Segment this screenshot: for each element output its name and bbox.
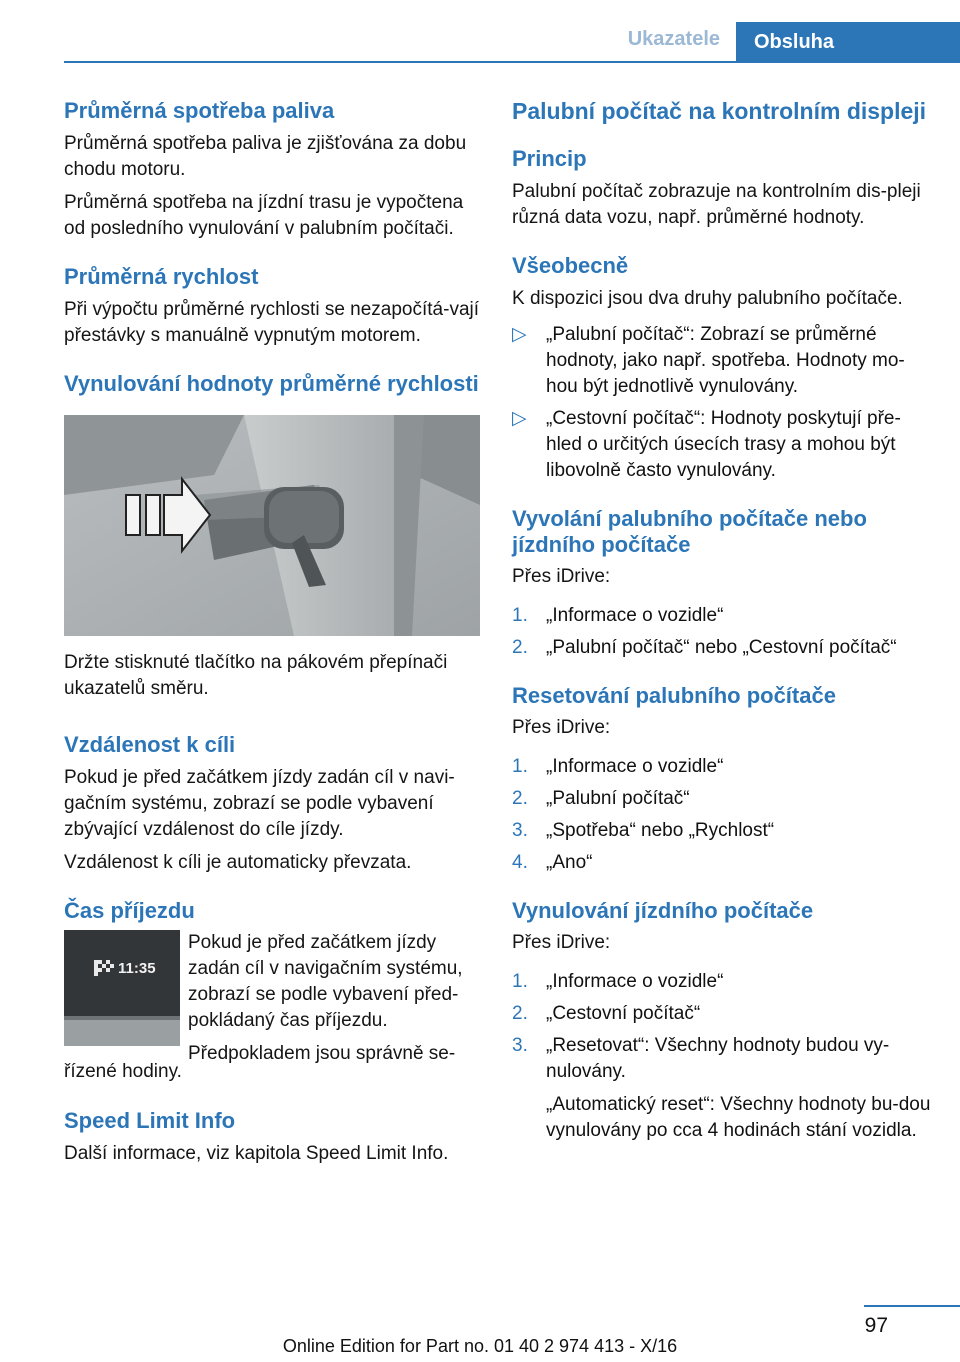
heading-call-up: Vyvolání palubního počítače nebo jízdního počítače bbox=[512, 506, 867, 557]
list-item: ▷ „Cestovní počítač“: Hodnoty poskytují pře-hled o určitých úsecích trasy a mohou být libovolně často vynulovány. bbox=[512, 408, 901, 481]
tab-obsluha[interactable]: Obsluha bbox=[736, 22, 960, 62]
left-column bbox=[64, 98, 480, 1167]
list-item: ▷ „Palubní počítač“: Zobrazí se průměrné hodnoty, jako např. spotřeba. Hodnoty mo-hou být jednotlivě vynulovány. bbox=[512, 324, 905, 397]
call-up-steps bbox=[512, 603, 932, 661]
bullet-triangle-icon: ▷ bbox=[512, 408, 527, 429]
arrival-p2b: řízené hodiny. bbox=[64, 1061, 182, 1082]
footer-rule bbox=[864, 1305, 960, 1307]
list-item: 3. „Spotřeba“ nebo „Rychlost“ bbox=[512, 820, 775, 841]
tab-ukazatele[interactable]: Ukazatele bbox=[627, 28, 720, 50]
heading-general: Všeobecně bbox=[512, 253, 629, 278]
arrival-text bbox=[188, 930, 480, 1067]
call-up-intro: Přes iDrive: bbox=[512, 566, 611, 587]
right-column bbox=[512, 98, 932, 1150]
arrival-p2a: Předpokladem jsou správně se- bbox=[188, 1043, 456, 1064]
bullet-triangle-icon: ▷ bbox=[512, 324, 527, 345]
distance-p1: Pokud je před začátkem jízdy zadán cíl v navi-gačním systému, zobrazí se podle vybavení zbývající vzdálenost do cíle jízdy. bbox=[64, 767, 455, 840]
arrival-p1: Pokud je před začátkem jízdy zadán cíl v navigačním systému, zobrazí se podle vybavení před-pokládaný čas příjezdu. bbox=[188, 932, 463, 1031]
list-item: 2. „Palubní počítač“ nebo „Cestovní počítač“ bbox=[512, 637, 897, 658]
heading-speed-limit: Speed Limit Info bbox=[64, 1108, 236, 1133]
header-rule bbox=[64, 61, 960, 63]
list-item: 1. „Informace o vozidle“ bbox=[512, 971, 724, 992]
header-tabs bbox=[0, 22, 960, 62]
list-item: 4. „Ano“ bbox=[512, 852, 593, 873]
arrival-time-display-image bbox=[64, 930, 180, 1046]
edition-footer: Online Edition for Part no. 01 40 2 974 413 - X/16 bbox=[282, 1336, 678, 1356]
heading-arrival: Čas příjezdu bbox=[64, 898, 195, 923]
turn-signal-lever-image bbox=[64, 415, 480, 636]
avg-fuel-p1: Průměrná spotřeba paliva je zjišťována za dobu chodu motoru. bbox=[64, 133, 467, 180]
avg-fuel-p2: Průměrná spotřeba na jízdní trasu je vypočtena od posledního vynulování v palubním počítači. bbox=[64, 192, 464, 239]
list-item: 2. „Cestovní počítač“ bbox=[512, 1003, 701, 1024]
heading-reset-board: Resetování palubního počítače bbox=[512, 683, 836, 708]
heading-principle: Princip bbox=[512, 146, 587, 171]
list-item: 1. „Informace o vozidle“ bbox=[512, 756, 724, 777]
heading-board-computer: Palubní počítač na kontrolním displeji bbox=[512, 98, 927, 124]
heading-distance: Vzdálenost k cíli bbox=[64, 732, 236, 757]
heading-reset-trip: Vynulování jízdního počítače bbox=[512, 898, 814, 923]
heading-avg-speed: Průměrná rychlost bbox=[64, 264, 259, 289]
avg-speed-p1: Při výpočtu průměrné rychlosti se nezapočítá-vají přestávky s manuálně vypnutým motorem. bbox=[64, 299, 480, 346]
heading-avg-fuel: Průměrná spotřeba paliva bbox=[64, 98, 335, 123]
list-item: 3. „Resetovat“: Všechny hodnoty budou vy-nulovány. „Automatický reset“: Všechny hodnoty bu-dou vynulovány po cca 4 hodinách stání vozidla. bbox=[512, 1033, 932, 1144]
reset-board-intro: Přes iDrive: bbox=[512, 717, 611, 738]
reset-board-steps bbox=[512, 754, 932, 876]
arrival-block bbox=[64, 930, 480, 1090]
reset-speed-caption: Držte stisknuté tlačítko na pákovém přepínači ukazatelů směru. bbox=[64, 652, 448, 699]
page-number: 97 bbox=[864, 1314, 888, 1337]
heading-reset-speed: Vynulování hodnoty průměrné rychlosti bbox=[64, 371, 479, 396]
principle-p1: Palubní počítač zobrazuje na kontrolním dis-pleji různá data vozu, např. průměrné hodnoty. bbox=[512, 181, 921, 228]
general-bullet-list bbox=[512, 322, 932, 484]
arrival-clock-value: 11:35 bbox=[118, 960, 156, 977]
list-item: 1. „Informace o vozidle“ bbox=[512, 605, 724, 626]
reset-trip-steps bbox=[512, 969, 932, 1144]
list-item: 2. „Palubní počítač“ bbox=[512, 788, 690, 809]
speed-limit-p1: Další informace, viz kapitola Speed Limit Info. bbox=[64, 1143, 449, 1164]
distance-p2: Vzdálenost k cíli je automaticky převzata. bbox=[64, 852, 412, 873]
reset-trip-note: „Automatický reset“: Všechny hodnoty bu-dou vynulovány po cca 4 hodinách stání vozidla. bbox=[546, 1094, 931, 1141]
reset-trip-intro: Přes iDrive: bbox=[512, 932, 611, 953]
general-p1: K dispozici jsou dva druhy palubního počítače. bbox=[512, 288, 903, 309]
